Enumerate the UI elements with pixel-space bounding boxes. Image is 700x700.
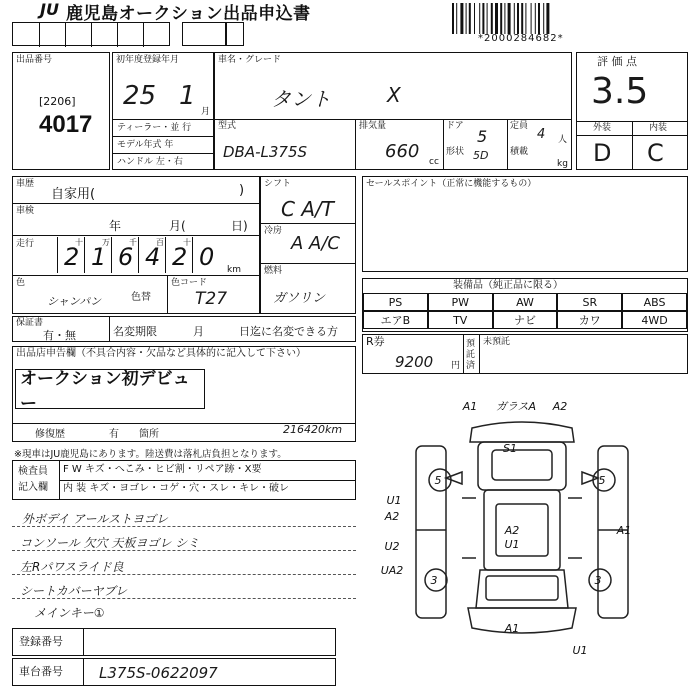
listing-code: [2206] bbox=[39, 95, 76, 108]
note-line: 外ボデイ アールストヨゴレ bbox=[22, 512, 169, 526]
recycle-unit: 円 bbox=[451, 361, 461, 371]
load-unit: kg bbox=[557, 159, 568, 169]
mileage-digit bbox=[57, 237, 84, 273]
barcode-bar bbox=[504, 3, 505, 34]
dealer-row3: ハンドル 左・右 bbox=[117, 157, 183, 167]
name-change-label: 名変期限 bbox=[113, 325, 157, 338]
dealer-row1: ティーラー・並 行 bbox=[117, 123, 192, 133]
equipment-item: PW bbox=[428, 293, 493, 311]
displacement-value: 660 bbox=[385, 141, 420, 162]
reg-number-box bbox=[12, 628, 336, 656]
barcode bbox=[452, 3, 584, 34]
listing-number: 4017 bbox=[39, 111, 93, 138]
mileage-digit bbox=[165, 237, 192, 273]
capacity-label: 定員 bbox=[510, 121, 529, 131]
mileage-digit-value: 0 bbox=[199, 243, 215, 271]
listing-box bbox=[12, 52, 110, 170]
warranty-label: 保証書 bbox=[16, 318, 44, 328]
damage-mark: 5 bbox=[434, 474, 442, 487]
damage-mark: 5 bbox=[598, 474, 606, 487]
registration-year: 25 bbox=[123, 81, 157, 111]
mileage-digit-value: 6 bbox=[118, 243, 134, 271]
equipment-item: SR bbox=[557, 293, 622, 311]
registration-label: 初年度登録年月 bbox=[116, 55, 180, 65]
damage-mark: A2 bbox=[552, 400, 568, 413]
mileage-unit-label: 十 bbox=[183, 238, 191, 247]
inspection-year: 年 bbox=[109, 219, 122, 233]
capacity-unit: 人 bbox=[558, 135, 568, 145]
damage-mark: U1 bbox=[504, 538, 520, 551]
aircon-value: A A/C bbox=[291, 233, 340, 254]
color-change: 色替 bbox=[131, 292, 151, 303]
damage-mark: U1 bbox=[572, 644, 588, 657]
inspection-day: 日) bbox=[231, 219, 248, 233]
chassis-value: L375S-0622097 bbox=[99, 664, 218, 682]
barcode-bar bbox=[508, 3, 511, 34]
notes-stamp: オークション初デビュー bbox=[15, 369, 205, 409]
notes-label: 出品店申告欄（不具合内容・欠品など具体的に記入して下さい） bbox=[16, 348, 306, 359]
barcode-bar bbox=[479, 3, 480, 34]
name-change-note: 日迄に名変できる方 bbox=[239, 325, 338, 338]
barcode-bar bbox=[531, 3, 532, 34]
damage-mark: U2 bbox=[384, 540, 400, 553]
sales-point-label: セールスポイント（正常に機能するもの） bbox=[366, 179, 537, 189]
mileage-digit-value: 4 bbox=[145, 243, 161, 271]
car-box bbox=[214, 52, 572, 170]
note-line: 左Rパワスライド良 bbox=[20, 560, 124, 574]
mileage-unit-label: 万 bbox=[102, 238, 110, 247]
equipment-item: AW bbox=[493, 293, 558, 311]
barcode-bar bbox=[456, 3, 457, 34]
car-diagram bbox=[362, 380, 688, 680]
chassis-label: 車台番号 bbox=[19, 665, 63, 678]
month-unit: 月 bbox=[201, 107, 211, 117]
note-line: シートカバーヤブレ bbox=[20, 584, 128, 598]
usage-box bbox=[12, 176, 260, 314]
barcode-bar bbox=[514, 3, 515, 34]
barcode-bar bbox=[452, 3, 454, 34]
inspector-box bbox=[12, 460, 356, 500]
shift-box bbox=[260, 176, 356, 314]
fuel-label: 燃料 bbox=[264, 266, 283, 276]
barcode-bar bbox=[469, 3, 471, 34]
logo: JU bbox=[40, 0, 59, 19]
rating-score: 3.5 bbox=[591, 71, 649, 112]
car-grade: X bbox=[387, 83, 401, 107]
damage-mark: U1 bbox=[386, 494, 402, 507]
mileage-digit bbox=[111, 237, 138, 273]
equipment-item: TV bbox=[428, 311, 493, 329]
inspection-label: 車検 bbox=[16, 206, 35, 216]
barcode-bar bbox=[466, 3, 467, 34]
form-title: 鹿児島オークション出品申込書 bbox=[66, 4, 311, 24]
barcode-bar bbox=[460, 3, 463, 34]
barcode-bar bbox=[500, 3, 502, 34]
barcode-bar bbox=[491, 3, 493, 34]
recycle-deposit: 預託済 bbox=[466, 339, 476, 371]
damage-mark: 3 bbox=[594, 574, 602, 587]
recycle-box bbox=[362, 334, 688, 374]
listing-label: 出品番号 bbox=[16, 55, 53, 65]
damage-mark: UA2 bbox=[380, 564, 404, 577]
exterior-label: 外装 bbox=[593, 123, 612, 133]
mileage-digit-value: 2 bbox=[172, 243, 188, 271]
shift-value: C A/T bbox=[281, 197, 334, 221]
damage-mark: A2 bbox=[384, 510, 400, 523]
damage-mark: A1 bbox=[462, 400, 478, 413]
chassis-box bbox=[12, 658, 336, 686]
shift-label: シフト bbox=[264, 179, 292, 189]
model-value: DBA-L375S bbox=[223, 143, 308, 161]
damage-mark: A1 bbox=[504, 622, 520, 635]
equipment-item: 4WD bbox=[622, 311, 687, 329]
barcode-bar bbox=[538, 3, 540, 34]
registration-box bbox=[112, 52, 214, 170]
door-label: ドア bbox=[446, 121, 464, 131]
displacement-label: 排気量 bbox=[359, 121, 387, 131]
registration-month: 1 bbox=[179, 81, 196, 111]
fuel-value: ガソリン bbox=[273, 291, 326, 306]
equipment-item: エアB bbox=[363, 311, 428, 329]
mileage-digit bbox=[192, 237, 219, 273]
inspector-row2: 内 装 キズ・ヨゴレ・コゲ・穴・スレ・キレ・破レ bbox=[63, 483, 290, 494]
damage-mark: 3 bbox=[430, 574, 438, 587]
dealer-row2: モデル年式 年 bbox=[117, 140, 174, 150]
recycle-value: 9200 bbox=[395, 353, 434, 371]
capacity-value: 4 bbox=[537, 127, 546, 142]
repair-location: 箇所 bbox=[139, 429, 159, 440]
mileage-digit-value: 1 bbox=[91, 243, 107, 271]
interior-label: 内装 bbox=[649, 123, 668, 133]
color-label: 色 bbox=[16, 278, 26, 288]
barcode-number: *2000284682* bbox=[478, 33, 564, 44]
damage-mark: A1 bbox=[616, 524, 632, 537]
barcode-bar bbox=[546, 3, 549, 34]
handwritten-notes bbox=[12, 500, 356, 626]
door-shape-label: 形状 bbox=[446, 147, 465, 157]
damage-mark: S1 bbox=[503, 442, 517, 455]
color-code: T27 bbox=[195, 289, 228, 309]
sales-point-box bbox=[362, 176, 688, 272]
mileage-unit-label: 千 bbox=[129, 238, 137, 247]
car-name: タント bbox=[271, 87, 331, 111]
interior-grade: C bbox=[647, 139, 664, 167]
mileage-unit: km bbox=[227, 265, 241, 275]
model-label: 型式 bbox=[218, 121, 237, 131]
usage-close: ) bbox=[239, 183, 245, 198]
equipment-item: PS bbox=[363, 293, 428, 311]
reg-number-label: 登録番号 bbox=[19, 635, 63, 648]
mileage-digit bbox=[138, 237, 165, 273]
aircon-label: 冷房 bbox=[264, 226, 283, 236]
barcode-bar bbox=[482, 3, 484, 34]
equipment-item: ナビ bbox=[493, 311, 558, 329]
usage-label: 車歴 bbox=[16, 179, 35, 189]
damage-mark: ガラスA bbox=[495, 400, 537, 413]
top-grid bbox=[12, 22, 170, 46]
damage-mark: A2 bbox=[504, 524, 520, 537]
jurisdiction-note: ※現車はJU鹿児島にあります。陸送費は落札店負担となります。 bbox=[14, 449, 287, 460]
mileage-digit bbox=[84, 237, 111, 273]
repair-label: 修復歴 bbox=[35, 429, 65, 440]
barcode-bar bbox=[543, 3, 544, 34]
recycle-label: R券 bbox=[366, 335, 385, 348]
warranty-box bbox=[12, 316, 356, 342]
barcode-bar bbox=[495, 3, 498, 34]
inspector-label2: 記入欄 bbox=[18, 482, 48, 493]
usage-value: 自家用( bbox=[51, 187, 96, 202]
mileage-digits bbox=[57, 237, 237, 275]
equipment-label: 装備品（純正品に限る） bbox=[453, 280, 563, 291]
color-value: シャンパン bbox=[47, 295, 102, 308]
repair-value: 有 bbox=[109, 429, 119, 440]
repair-mileage-note: 216420km bbox=[283, 423, 343, 436]
inspection-month: 月( bbox=[169, 219, 186, 233]
mileage-digit-value: 2 bbox=[64, 243, 80, 271]
barcode-bar bbox=[517, 3, 519, 34]
mileage-unit-label: 百 bbox=[156, 238, 164, 247]
color-code-label: 色コード bbox=[171, 278, 208, 288]
barcode-bar bbox=[521, 3, 523, 34]
warranty-value: 有・無 bbox=[43, 329, 76, 342]
mileage-unit-label: 十 bbox=[75, 238, 83, 247]
displacement-unit: cc bbox=[429, 157, 439, 167]
name-change-month: 月 bbox=[193, 325, 204, 338]
car-name-label: 車名・グレード bbox=[218, 55, 282, 65]
barcode-bar bbox=[474, 3, 475, 34]
door-shape: 5D bbox=[473, 149, 489, 162]
equipment-item: ABS bbox=[622, 293, 687, 311]
rating-box bbox=[576, 52, 688, 170]
exterior-grade: D bbox=[593, 139, 612, 167]
recycle-status: 未預託 bbox=[483, 337, 511, 347]
inspector-label1: 検査員 bbox=[18, 466, 48, 477]
car-outline bbox=[362, 380, 688, 680]
barcode-bar bbox=[487, 3, 488, 34]
inspector-row1: F W キズ・へこみ・ヒビ割・リペア跡・X要 bbox=[63, 464, 262, 475]
equipment-item: カワ bbox=[557, 311, 622, 329]
door-value: 5 bbox=[477, 127, 488, 146]
note-line: メインキー① bbox=[34, 606, 105, 620]
note-line: コンソール 欠穴 天板ヨゴレ シミ bbox=[20, 536, 200, 550]
rating-label: 評 価 点 bbox=[597, 55, 637, 68]
barcode-bar bbox=[535, 3, 536, 34]
barcode-bar bbox=[525, 3, 526, 34]
load-label: 積載 bbox=[510, 147, 529, 157]
notes-box bbox=[12, 346, 356, 442]
mileage-label: 走行 bbox=[16, 239, 35, 249]
equipment-box bbox=[362, 278, 688, 332]
